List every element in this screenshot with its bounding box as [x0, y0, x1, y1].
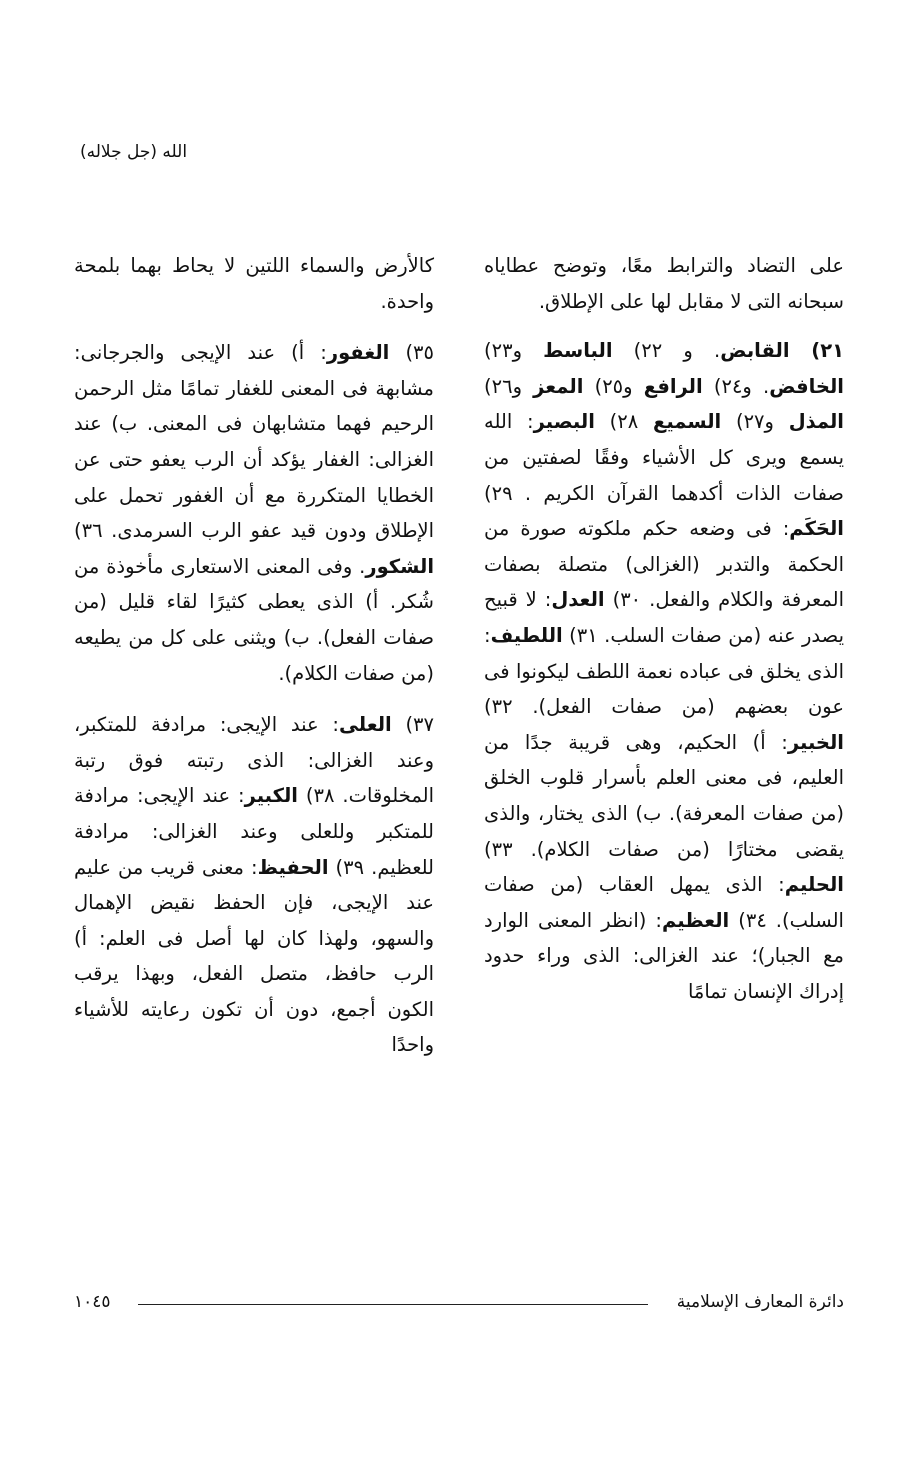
- book-title: دائرة المعارف الإسلامية: [676, 1292, 844, 1312]
- term: الغفور: [326, 341, 390, 365]
- paragraph: ٢١) القابض. و ٢٢) الباسط و٢٣) الخافض. و٢٤) الرافع و٢٥) المعز و٢٦) المذل و٢٧) السميع ٢٨) البصير: الله يسمع ويرى كل الأشياء وفقًا لصفتين من صفات الذات أكدهما القرآن الكريم . ٢٩) الحَكَم: فى وضعه حكم ملكوته صورة من الحكمة والتدبر (الغزالى) متصلة بصفات المعرفة والكلام والفعل. ٣٠) العدل: لا قبيح يصدر عنه (من صفات السلب. ٣١) اللطيف: الذى يخلق فى عباده نعمة اللطف ليكونوا فى عون بعضهم (من صفات الفعل). ٣٢) الخبير: أ) الحكيم، وهى قريبة جدًا من العليم، فى معنى العلم بأسرار قلوب الخلق (من صفات المعرفة). ب) الذى يختار، والذى يقضى مختارًا (من صفات الكلام). ٣٣) الحليم: الذى يمهل العقاب (من صفات السلب). ٣٤) العظيم: (انظر المعنى الوارد مع الجبار)؛ عند الغزالى: الذى وراء حدود إدراك الإنسان تمامًا: [484, 339, 845, 1003]
- term: المعز: [533, 374, 584, 398]
- term: الباسط: [543, 339, 613, 363]
- term: السميع: [653, 410, 722, 434]
- term: الشكور: [365, 554, 434, 578]
- page-number: ١٠٤٥: [74, 1292, 111, 1312]
- term: الخافض: [769, 374, 844, 398]
- term: الخبير: [787, 730, 844, 754]
- term: الرافع: [643, 374, 703, 398]
- term: الكبير: [244, 784, 298, 808]
- term: ٢١) القابض: [720, 339, 844, 363]
- term: العدل: [551, 588, 605, 612]
- term: الحَكَم: [789, 517, 844, 541]
- term: الحفيظ: [257, 855, 329, 879]
- term: اللطيف: [490, 623, 563, 647]
- paragraph: ٣٥) الغفور: أ) عند الإيجى والجرجانى: مشابهة فى المعنى للغفار تمامًا مثل الرحمن الرحيم فهما متشابهان فى المعنى. ب) عند الغزالى: الغفار يؤكد أن الرب يعفو حتى عن الخطايا المتكررة مع أن الغفور تحمل على الإطلاق ودون قيد عفو الرب السرمدى. ٣٦) الشكور. وفى المعنى الاستعارى مأخوذة من شُكر. أ) الذى يعطى كثيرًا لقاء قليل (من صفات الفعل). ب) ويثنى على كل من يطيعه (من صفات الكلام).: [74, 341, 434, 685]
- right-column: [484, 248, 844, 1023]
- term: المذل: [788, 410, 844, 434]
- left-column: [74, 248, 434, 1077]
- paragraph: على التضاد والترابط معًا، وتوضح عطاياه سبحانه التى لا مقابل لها على الإطلاق.: [484, 254, 844, 313]
- term: الحليم: [784, 873, 844, 897]
- footer-rule: [138, 1304, 648, 1305]
- term: العظيم: [661, 908, 730, 932]
- paragraph: ٣٧) العلى: عند الإيجى: مرادفة للمتكبر، وعند الغزالى: الذى رتبته فوق رتبة المخلوقات. ٣٨) الكبير: عند الإيجى: مرادفة للمتكبر وللعلى وعند الغزالى: مرادفة للعظيم. ٣٩) الحفيظ: معنى قريب من عليم عند الإيجى، فإن الحفظ نقيض الإهمال والسهو، ولهذا كان لها أصل فى العلم: أ) الرب حافظ، متصل الفعل، وبهذا يرقب الكون أجمع، دون أن تكون رعايته للأشياء واحدًا: [74, 713, 434, 1057]
- running-header: الله (جل جلاله): [80, 142, 188, 162]
- term: البصير: [533, 410, 595, 434]
- paragraph: كالأرض والسماء اللتين لا يحاط بهما بلمحة واحدة.: [74, 254, 434, 313]
- term: العلى: [339, 713, 392, 737]
- page-footer: [74, 1292, 844, 1318]
